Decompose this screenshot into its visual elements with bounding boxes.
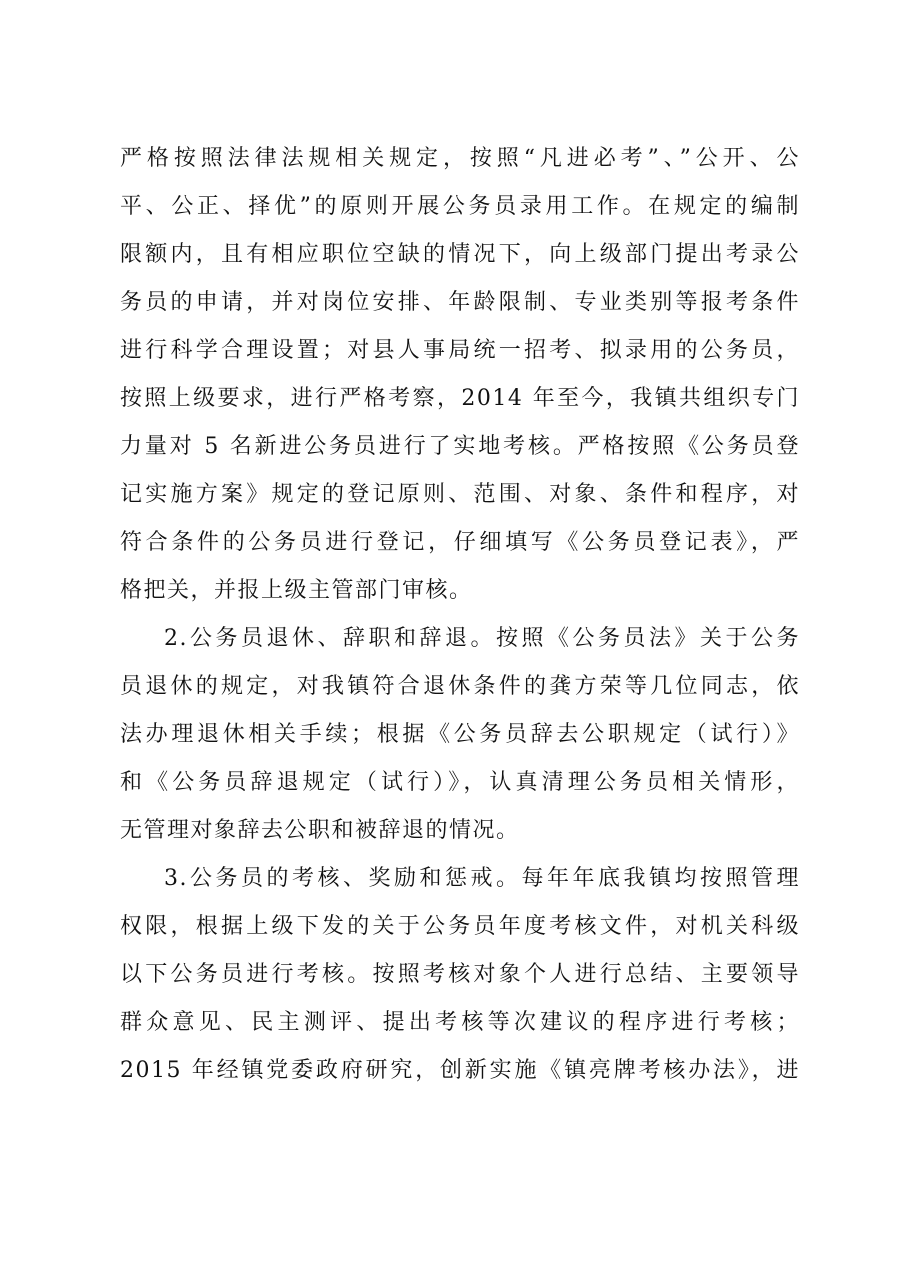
text-line: 务员的申请，并对岗位安排、年龄限制、专业类别等报考条件: [120, 290, 800, 315]
paragraph: [120, 855, 800, 1095]
text-line: 平、公正、择优”的原则开展公务员录用工作。在规定的编制: [120, 194, 800, 219]
text-line: 限额内，且有相应职位空缺的情况下，向上级部门提出考录公: [120, 242, 800, 267]
text-line: 进行科学合理设置；对县人事局统一招考、拟录用的公务员，: [120, 338, 800, 363]
text-line: 符合条件的公务员进行登记，仔细填写《公务员登记表》，严: [120, 530, 800, 555]
text-line: 按照上级要求，进行严格考察，2014 年至今，我镇共组织专门: [120, 386, 800, 411]
text-line: 权限，根据上级下发的关于公务员年度考核文件，对机关科级: [120, 914, 800, 939]
text-line: 和《公务员辞退规定（试行）》，认真清理公务员相关情形，: [120, 770, 800, 795]
text-line: 群众意见、民主测评、提出考核等次建议的程序进行考核；: [120, 1010, 800, 1035]
text-line: 2.公务员退休、辞职和辞退。按照《公务员法》关于公务: [164, 626, 800, 651]
text-line: 员退休的规定，对我镇符合退休条件的龚方荣等几位同志，依: [120, 674, 800, 699]
text-line: 记实施方案》规定的登记原则、范围、对象、条件和程序，对: [120, 482, 800, 507]
text-line: 格把关，并报上级主管部门审核。: [120, 578, 473, 603]
text-line: 以下公务员进行考核。按照考核对象个人进行总结、主要领导: [120, 962, 800, 987]
paragraph: [120, 615, 800, 855]
paragraph: [120, 135, 800, 615]
text-line: 2015 年经镇党委政府研究，创新实施《镇亮牌考核办法》，进: [120, 1058, 800, 1083]
text-line: 严格按照法律法规相关规定，按照“凡进必考”、”公开、公: [120, 146, 800, 171]
text-line: 3.公务员的考核、奖励和惩戒。每年年底我镇均按照管理: [164, 866, 800, 891]
text-line: 法办理退休相关手续；根据《公务员辞去公职规定（试行）》: [120, 722, 800, 747]
text-line: 力量对 5 名新进公务员进行了实地考核。严格按照《公务员登: [120, 434, 800, 459]
document-page: [120, 135, 800, 1095]
text-line: 无管理对象辞去公职和被辞退的情况。: [120, 818, 520, 843]
